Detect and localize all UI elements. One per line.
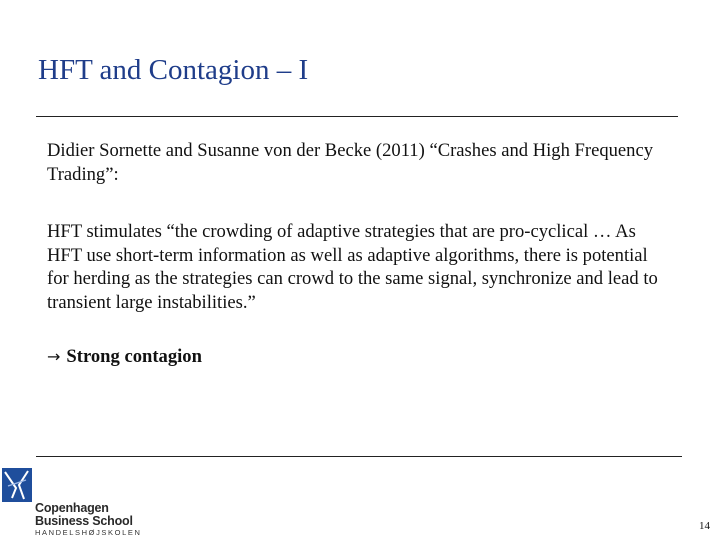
cbs-logo	[2, 468, 142, 538]
footer-divider	[36, 456, 682, 457]
cbs-logo-icon	[2, 468, 32, 502]
citation-paragraph: Didier Sornette and Susanne von der Becke (2011) “Crashes and High Frequency Trading”:	[47, 140, 654, 185]
conclusion-text: Strong contagion	[66, 346, 202, 367]
logo-text-business-school: Business School	[35, 514, 133, 528]
slide-title: HFT and Contagion – I	[38, 54, 309, 86]
arrow-right-icon: →	[47, 347, 61, 366]
quote-paragraph: HFT stimulates “the crowding of adaptive strategies that are pro-cyclical … As HFT use short-term information as well as adaptive algorithms, there is potential for herding as the strategies can crowd to the same signal, synchronize and lead to transient large instabilities.”	[47, 221, 658, 313]
page-number: 14	[699, 520, 710, 532]
logo-text-handelshojskolen: HANDELSHØJSKOLEN	[35, 528, 142, 537]
title-divider	[36, 116, 678, 117]
conclusion-paragraph	[47, 345, 669, 369]
logo-text-copenhagen: Copenhagen	[35, 501, 109, 515]
